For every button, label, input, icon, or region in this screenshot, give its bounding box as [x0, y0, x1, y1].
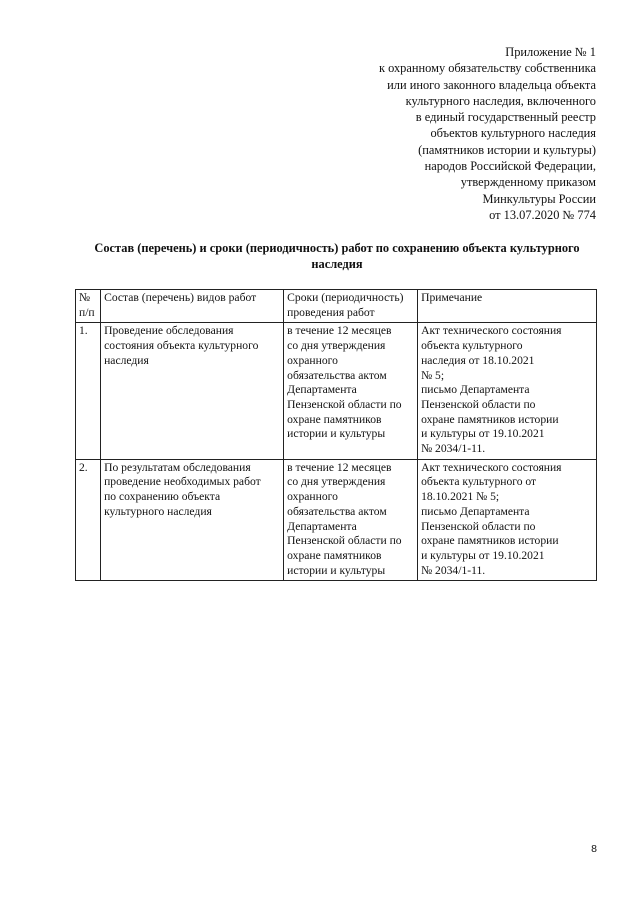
- appendix-line: утвержденному приказом: [460, 175, 596, 190]
- cell-line: № 2034/1-11.: [421, 563, 486, 577]
- cell-line: объекта культурного от: [421, 475, 537, 489]
- cell-line: По результатам обследования: [104, 460, 251, 474]
- appendix-line: или иного законного владельца объекта: [387, 77, 596, 92]
- cell-note: [418, 459, 597, 581]
- cell-line: со дня утверждения: [287, 475, 386, 489]
- cell-line: Департамента: [287, 383, 357, 397]
- cell-line: в течение 12 месяцев: [287, 460, 392, 474]
- cell-works: [101, 459, 284, 581]
- cell-line: письмо Департамента: [421, 383, 530, 397]
- appendix-line: к охранному обязательству собственника: [378, 61, 596, 76]
- appendix-line: (памятников истории и культуры): [418, 142, 596, 157]
- header-note: [418, 290, 597, 323]
- cell-line: Сроки (периодичность): [287, 291, 404, 304]
- appendix-line: культурного наследия, включенного: [405, 93, 596, 108]
- cell-line: 1.: [79, 324, 88, 338]
- cell-line: и культуры от 19.10.2021: [421, 427, 545, 441]
- cell-works: [101, 323, 284, 459]
- cell-line: со дня утверждения: [287, 339, 386, 353]
- cell-line: проведение необходимых работ: [104, 475, 261, 489]
- cell-line: Акт технического состояния: [421, 460, 562, 474]
- cell-line: Состав (перечень) видов работ: [104, 291, 257, 304]
- cell-line: Департамента: [287, 519, 357, 533]
- works-table: [75, 289, 597, 581]
- cell-line: объекта культурного: [421, 339, 523, 353]
- document-title: [72, 240, 602, 272]
- cell-line: Пензенской области по: [287, 397, 402, 411]
- cell-line: обязательства актом: [287, 504, 387, 518]
- cell-line: и культуры от 19.10.2021: [421, 548, 545, 562]
- cell-line: истории и культуры: [287, 563, 386, 577]
- cell-line: наследия от 18.10.2021: [421, 353, 535, 367]
- cell-line: охране памятников: [287, 548, 382, 562]
- cell-terms: [284, 459, 418, 581]
- cell-line: Акт технического состояния: [421, 324, 562, 338]
- cell-line: охране памятников: [287, 412, 382, 426]
- appendix-line: народов Российской Федерации,: [424, 159, 596, 174]
- appendix-line: в единый государственный реестр: [415, 110, 596, 125]
- cell-line: в течение 12 месяцев: [287, 324, 392, 338]
- cell-number: [76, 323, 101, 459]
- cell-line: охране памятников истории: [421, 412, 559, 426]
- appendix-line: от 13.07.2020 № 774: [489, 207, 596, 222]
- cell-line: № 5;: [421, 368, 445, 382]
- appendix-line: объектов культурного наследия: [430, 126, 596, 141]
- cell-line: Примечание: [421, 291, 483, 304]
- cell-line: охранного: [287, 353, 338, 367]
- appendix-line: Минкультуры России: [482, 191, 596, 206]
- table-row: [76, 323, 597, 459]
- appendix-line: Приложение № 1: [505, 45, 596, 59]
- header-number: [76, 290, 101, 323]
- header-works: [101, 290, 284, 323]
- cell-line: по сохранению объекта: [104, 490, 221, 504]
- cell-line: культурного наследия: [104, 504, 212, 518]
- cell-line: наследия: [104, 353, 149, 367]
- cell-line: обязательства актом: [287, 368, 387, 382]
- cell-line: № 2034/1-11.: [421, 442, 486, 456]
- table-row: [76, 459, 597, 581]
- cell-number: [76, 459, 101, 581]
- cell-line: Пензенской области по: [287, 534, 402, 548]
- cell-line: письмо Департамента: [421, 504, 530, 518]
- cell-line: охране памятников истории: [421, 534, 559, 548]
- cell-line: Проведение обследования: [104, 324, 234, 338]
- title-line: наследия: [311, 257, 363, 271]
- cell-line: истории и культуры: [287, 427, 386, 441]
- cell-note: [418, 323, 597, 459]
- cell-line: Пензенской области по: [421, 519, 536, 533]
- header-terms: [284, 290, 418, 323]
- cell-line: охранного: [287, 490, 338, 504]
- title-line: Состав (перечень) и сроки (периодичность) работ по сохранению объекта культурного: [94, 241, 580, 255]
- cell-line: проведения работ: [287, 305, 375, 319]
- cell-line: 2.: [79, 460, 88, 474]
- cell-line: 18.10.2021 № 5;: [421, 490, 500, 504]
- cell-line: п/п: [79, 305, 95, 319]
- appendix-header: [266, 44, 596, 223]
- cell-terms: [284, 323, 418, 459]
- cell-line: Пензенской области по: [421, 397, 536, 411]
- cell-line: состояния объекта культурного: [104, 339, 259, 353]
- page-number: 8: [591, 843, 597, 855]
- table-header-row: [76, 290, 597, 323]
- cell-line: №: [79, 291, 91, 304]
